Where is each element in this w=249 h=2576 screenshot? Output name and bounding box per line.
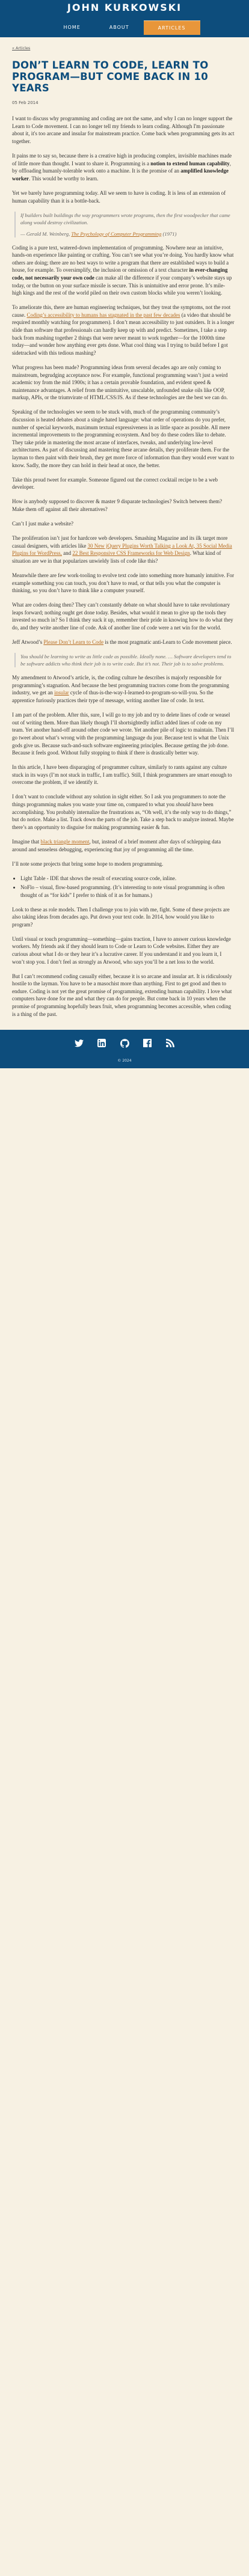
paragraph: How is anybody supposed to discover & master 9 disparate technologies? Switch between them? Make them off against all their alternatives? [12, 498, 223, 512]
site-title[interactable]: JOHN KURKOWSKI [67, 2, 182, 13]
paragraph: Speaking of the technologies we seem to be stuck with, much of the programming community’s discussion is heated debates about a single hated language: what order of operations do you prefer, number of special keywords, maximum textual expressiveness in as little space as possible. All mere incremental improvements to the programming ecosystem. And boy do these coders like to debate. They take pride in mastering the most arcane of interfaces, tweaks, and underlying low-level architectures. As part of discussing and mastering these arcane details, they proliferate them. For the layman to then paint with their brush, they get more force of information than they would ever want to know. Sadly, the more they can hold in their head at once, the better. [12, 409, 235, 468]
paragraph: But I can’t recommend coding casually either, because it is so arcane and insular art. It is ridiculously hostile to the layman. You have to be a masochist more than anything. First to get good and then to endure. Coding is not yet the great promise of programming, extending human capability. I love what computers have done for me and what they can do for people. But come back in 10 years when the promise of programming hopefully bears fruit, when programming becomes accessible, when coding is a thing of the past. [12, 973, 232, 1017]
text: Imagine that [12, 838, 41, 845]
paragraph [12, 534, 235, 564]
linkedin-icon[interactable] [97, 1038, 106, 1048]
nav-articles[interactable]: ARTICLES [144, 20, 200, 35]
paragraph [12, 304, 235, 356]
list-item[interactable]: • NoFlo – visual, flow-based programming. (It’s interesting to note visual programming is often thought of as “for kids” I prefer to think of it as for humans.) [20, 884, 235, 899]
text: . This would be worthy to learn. [29, 175, 99, 182]
paragraph: In this article, I have been disparaging of programmer culture, similarly to rants against any culture stuck in its ways (I’m not stuck in traffic, I am traffic). Still, I think programmers are smart enough to overcome the problem, if we identify it. [12, 764, 232, 786]
text: The proliferation isn’t just for hardcore web developers. Smashing Magazine and its ilk target more casual designers, with articles like [12, 535, 228, 549]
post-title: DON’T LEARN TO CODE, LEARN TO PROGRAM—BUT COME BACK IN 10 YEARS [12, 59, 209, 94]
text: Coding is a pure text, watered-down implementation of programming. Nowhere near an intuitive, hands-on experience like painting or crafting. You can’t see what you’re doing. You hardly know what others are doing; there are no best ways to write a program that there are established ways to build a house, for example. To oversimplify, the inclusion or omission of a text character [12, 244, 234, 274]
paragraph [12, 838, 235, 853]
quote-text: If builders built buildings the way programmers wrote programs, then the first woodpecker that came along would destroy civilization. [20, 212, 230, 225]
post-date: 05 Feb 2014 [12, 100, 38, 105]
emphasis: notion to extend human capability [150, 160, 230, 167]
tool-list [20, 875, 235, 899]
quote-text: You should be learning to write as little code as possible. Ideally none. … Software developers tend to be software addicts who think their job is to write code. But it’s not. Their job is to solve problems. [20, 653, 232, 667]
text: — Gerald M. Weinberg, [20, 230, 72, 237]
twitter-icon[interactable] [74, 1038, 84, 1048]
social-links [0, 1038, 249, 1048]
blockquote-atwood [14, 653, 235, 667]
site-header [0, 0, 249, 37]
emphasis: in ever-changing code, not necessarily your own code [12, 267, 228, 281]
blockquote-weinberg [14, 212, 235, 237]
paragraph [12, 793, 235, 831]
inline-link[interactable]: black triangle moment [40, 838, 90, 845]
text: . What kind of situation are we in that popularizes unwieldy lists of code like this? [12, 550, 221, 564]
emphasis: should [176, 801, 191, 808]
paragraph: Take this proud tweet for example. Someone figured out the correct cocktail recipe to be a web developer. [12, 476, 218, 491]
text: It pains me to say so, because there is a creative high in producing complex, invisible machines made of little more than thought. I want to share it. Programming is a [12, 153, 232, 167]
text: is the most pragmatic anti-Learn to Code movement piece. [103, 639, 232, 646]
text: , by offloading humanly-tolerable work onto a machine. It is the promise of an [12, 160, 231, 174]
text: cycle of thus-is-the-way-I-learned-to-program-so-will-you. So the apprentice furiously practices their type of message, writing another line of code. In text. [12, 690, 214, 704]
facebook-icon[interactable] [143, 1038, 152, 1048]
text: and [61, 550, 73, 557]
paragraph [12, 244, 235, 297]
text: (1971) [161, 230, 177, 237]
quote-citation [20, 230, 235, 237]
copyright: © 2024 [117, 1058, 132, 1063]
text: have been accomplishing. You probably internalize the frustrations as, “Oh well, it’s the only way to do things,” but do notice. Make a list. Track down the parts of the job. Take a step back to analyze instead. Maybe there’s an opportunity to disguise for making programming easier & fun. [12, 801, 234, 830]
article-body [12, 115, 235, 1018]
paragraph [12, 674, 235, 704]
list-item[interactable]: • Light Table - IDE that shows the result of executing source code, inline. [20, 875, 235, 883]
paragraph: I’ll note some projects that bring some hope to modern programming. [12, 860, 164, 867]
paragraph: Look to these as role models. Then I challenge you to join with me, fight. Some of these projects are also taking ideas from decades ago. Put down your text code. In 2014, how would you like to program? [12, 906, 230, 928]
main-content [0, 37, 249, 1018]
nav-about[interactable]: ABOUT [109, 25, 129, 30]
text: To ameliorate this, there are human engineering techniques, but they treat the symptoms, not the root cause. [12, 304, 231, 318]
nav-home[interactable]: HOME [63, 25, 81, 30]
paragraph [12, 152, 235, 182]
paragraph: I want to discuss why programming and coding are not the same, and why I can no longer support the Learn to Code movement. I can no longer tell my friends to learn coding. Although I'm passionate about it, it's too arcane and insular for mainstream practice. Come back when programming gets its act together. [12, 115, 235, 144]
paragraph [12, 638, 235, 646]
main-nav [0, 20, 249, 35]
back-to-articles-link[interactable]: « Articles [12, 46, 31, 50]
paragraph: Meanwhile there are few work-tooling to evolve text code into something more humanly intuitive. For example something you can touch, you don’t have to read, or that tells you what the computer is thinking, so you don’t have to think like a computer yourself. [12, 572, 235, 594]
paragraph: What progress has been made? Programming ideas from several decades ago are only coming to mainstream, begrudging acceptance now. For example, functional programming wasn’t just a weird academic toy from the mid 1900s; it has a certain provable foundation, and evident speed & maintenance advantages. A relief from the unintuitive, unscalable, unfounded snake oils like OOP, markup, APIs, or the triumvirate of HTML/CSS/JS. As if these technologies are the best we can do. [12, 364, 228, 401]
site-footer [0, 1030, 249, 1068]
paragraph: Yet we barely have programming today. All we seem to have is coding. It is less of an extension of human capability than it is a bottle-back. [12, 189, 226, 204]
paragraph: Until visual or touch programming—something—gains traction, I have to answer curious knowledge workers. My friends ask if they should learn to Code or Learn to Code websites. Either they are curious about what I do or they hear it’s a lucrative career. If you understand it and you learn it, I won’t stop you. I don’t feel as strongly as Atwood, who says you’ll be a net loss to the world. [12, 935, 231, 965]
citation-link[interactable]: The Psychology of Computer Programming [71, 230, 162, 237]
inline-link[interactable]: Coding’s accessibility to humans has stagnated in the past few decades [26, 311, 180, 318]
paragraph: What are coders doing then? They can’t constantly debate on what should have to take revolutionary leaps forward; nothing ought get done today. Besides, what would it mean to give up the tools they invested so much in? So I think they suck it up, remember their pride in knowing how to do what they do, and they write another line of code. Ask of another line of code were a net win for the world. [12, 602, 233, 631]
inline-link[interactable]: insular [54, 690, 69, 696]
paragraph: Can’t I just make a website? [12, 521, 74, 527]
github-icon[interactable] [120, 1038, 129, 1048]
paragraph: I am part of the problem. After this, sure, I will go to my job and try to delete lines of code or weasel out of writing them. More than likely though I’ll shortsightedly inflict added lines of code on my team. Yet another hand-off around other code we wrote. Yet another pile of logic to maintain. Then I’ll go tweet about what’s wrong with the programming language du jour. Because text is what the Unix gods give us. Because such-and-such software engineering principles. Because getting the job done. Because it feels good. Without fully stopping to think if there is drastically better way. [12, 712, 235, 756]
text: I don’t want to conclude without any solution in sight either. So I ask you programmers to note the things programming makes you waste your time on, compared to what you [12, 794, 226, 808]
text: , but, instead of a brief moment after days of schlepping data around and senseless debugging, experiencing that joy of programming all the time. [12, 838, 221, 852]
inline-link[interactable]: 30 New jQuery Plugins Worth Talking a Look At, 35 Social Media Plugins for WordPress, [12, 542, 232, 557]
emphasis: amplified knowledge worker [12, 168, 229, 182]
text: Jeff Atwood’s [12, 639, 44, 646]
text: (a video that should be required monthly watching for programmers). I don’t mean accessibility to just outsiders. It is a longer slide than software that professionals can hardly keep up with and predict. Sometimes, I take a step back from mashing together 2 things that were never meant to work together—for the 1000th time today—and wonder how anything ever gets done. What cool thing was I trying to build before I got sidetracked with this tedious mashing? [12, 311, 235, 356]
inline-link[interactable]: Please Don’t Learn to Code [43, 639, 104, 646]
text: My amendment to Atwood’s article, is, the coding culture he describes is majorly responsible for programming’s stagnation. And because the best programming tractors come from the programming industry, we get an [12, 675, 229, 696]
inline-link[interactable]: 22 Best Responsive CSS Frameworks for Web Design [72, 550, 190, 557]
rss-icon[interactable] [165, 1038, 175, 1048]
text: can make all the difference if your company’s website stays up today, or the button on your surface missile is secure. This is unintuitive and error prone. It’s mile-high kings and the rest of the world piled on their own custom blocks while you weren’t looking. [12, 275, 232, 296]
